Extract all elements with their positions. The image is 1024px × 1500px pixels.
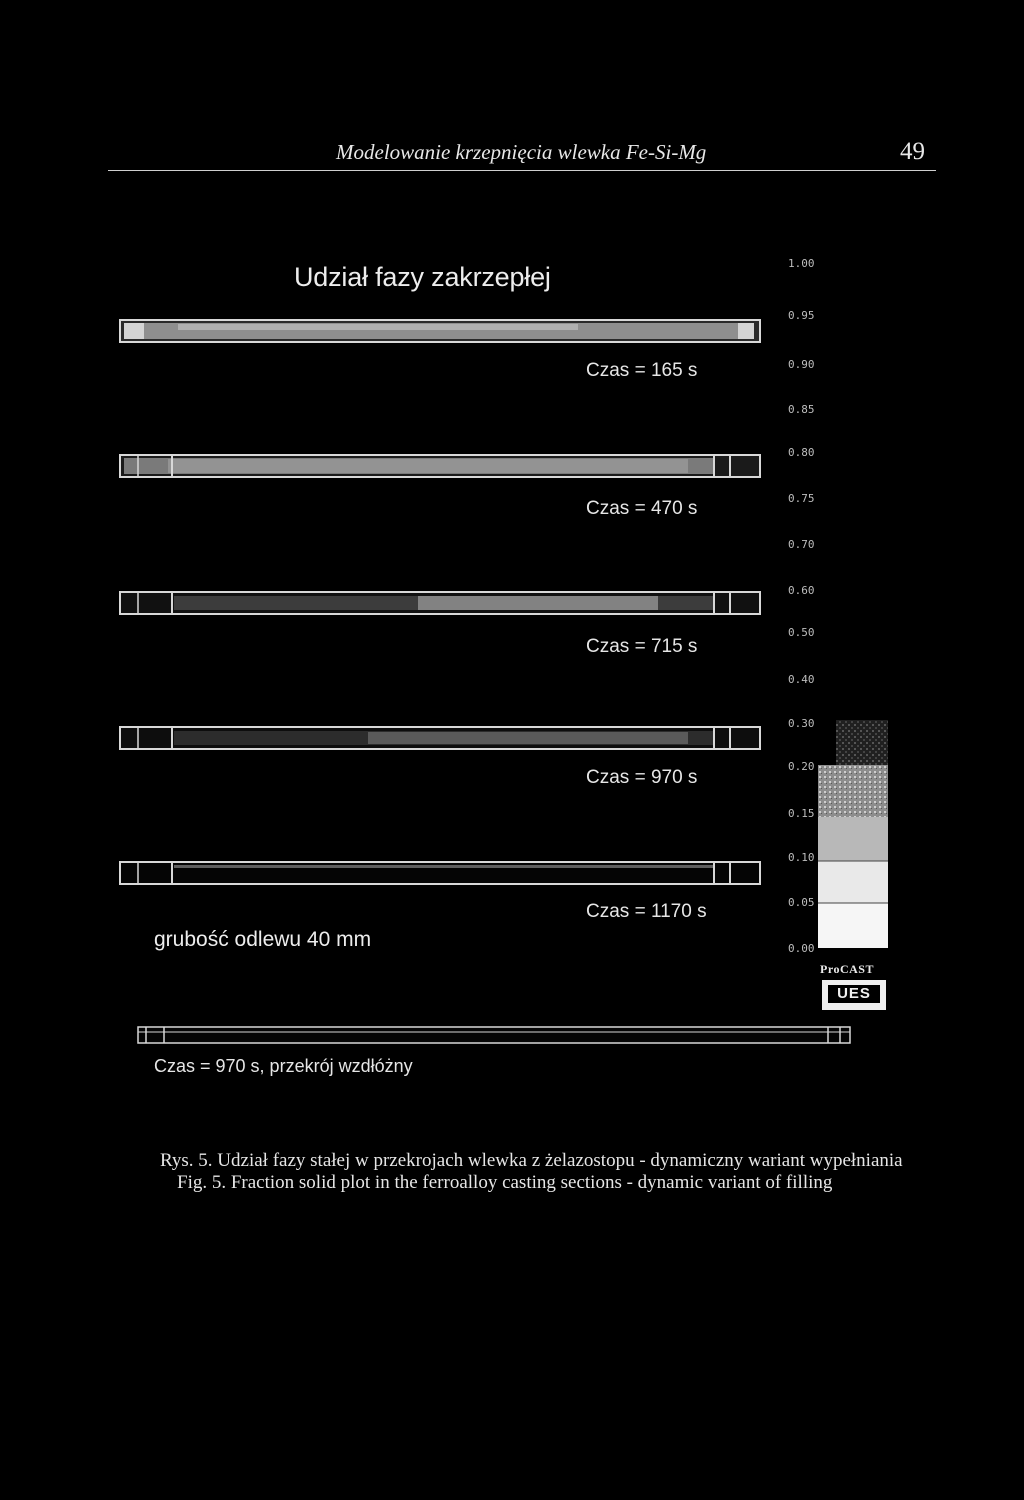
figure-caption-english: Fig. 5. Fraction solid plot in the ferroalloy casting sections - dynamic variant of filling [177, 1172, 833, 1193]
colorbar [818, 700, 888, 948]
scale-label: 0.20 [788, 760, 815, 773]
casting-section-470s [118, 453, 763, 479]
scale-label: 0.40 [788, 673, 815, 686]
scale-label: 0.00 [788, 942, 815, 955]
ues-logo [822, 980, 886, 1010]
scale-label: 0.85 [788, 403, 815, 416]
scale-label: 0.05 [788, 896, 815, 909]
casting-time-label: Czas = 1170 s [586, 901, 707, 922]
casting-section-970s [118, 725, 763, 751]
thickness-label: grubość odlewu 40 mm [154, 928, 372, 951]
ues-logo-text: UES [828, 985, 880, 1003]
scale-label: 0.10 [788, 851, 815, 864]
longitudinal-section [136, 1024, 852, 1046]
casting-time-label: Czas = 970 s [586, 767, 698, 788]
scale-label: 0.60 [788, 584, 815, 597]
casting-time-label: Czas = 165 s [586, 360, 698, 381]
running-title: Modelowanie krzepnięcia wlewka Fe-Si-Mg [336, 140, 707, 164]
header-divider [108, 170, 936, 171]
scale-label: 0.90 [788, 358, 815, 371]
scale-label: 0.15 [788, 807, 815, 820]
casting-section-165s [118, 318, 763, 344]
figure-caption-polish: Rys. 5. Udział fazy stałej w przekrojach wlewka z żelazostopu - dynamiczny wariant wypełniania [160, 1150, 903, 1171]
procast-logo: ProCAST [820, 962, 874, 976]
scale-label: 0.75 [788, 492, 815, 505]
scale-label: 1.00 [788, 257, 815, 270]
page-number: 49 [900, 138, 925, 165]
scale-label: 0.95 [788, 309, 815, 322]
scale-label: 0.70 [788, 538, 815, 551]
section-caption: Czas = 970 s, przekrój wzdłóżny [154, 1056, 413, 1076]
scale-label: 0.80 [788, 446, 815, 459]
casting-section-715s [118, 590, 763, 616]
casting-section-1170s [118, 860, 763, 886]
casting-time-label: Czas = 470 s [586, 498, 698, 519]
figure-title: Udział fazy zakrzepłej [294, 262, 551, 292]
scale-label: 0.50 [788, 626, 815, 639]
casting-time-label: Czas = 715 s [586, 636, 698, 657]
scale-label: 0.30 [788, 717, 815, 730]
